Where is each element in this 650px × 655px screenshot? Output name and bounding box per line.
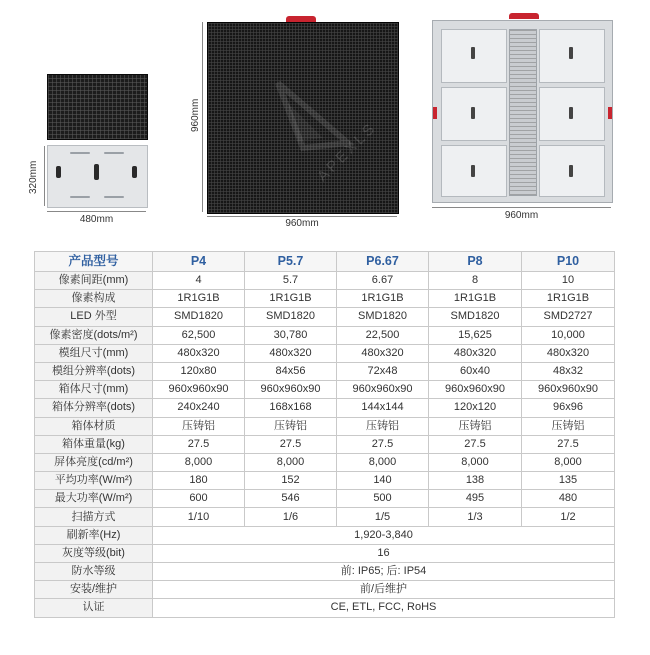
table-cell: 480x320 xyxy=(153,344,245,362)
table-cell: 600 xyxy=(153,490,245,508)
table-cell: SMD2727 xyxy=(522,308,615,326)
table-cell: 120x120 xyxy=(429,399,522,417)
table-row xyxy=(35,362,615,380)
row-label: LED 外型 xyxy=(35,308,153,326)
header-cell: 产品型号 xyxy=(35,252,153,272)
table-cell: 120x80 xyxy=(153,362,245,380)
table-row xyxy=(35,599,615,617)
table-cell: 1R1G1B xyxy=(522,290,615,308)
table-row xyxy=(35,272,615,290)
table-cell: 1R1G1B xyxy=(153,290,245,308)
table-cell: 压铸铝 xyxy=(245,417,337,435)
table-cell: 168x168 xyxy=(245,399,337,417)
merged-cell: 前: IP65; 后: IP54 xyxy=(153,563,615,581)
row-label: 模组尺寸(mm) xyxy=(35,344,153,362)
table-cell: 495 xyxy=(429,490,522,508)
table-cell: 压铸铝 xyxy=(337,417,429,435)
row-label: 箱体材质 xyxy=(35,417,153,435)
row-label: 最大功率(W/m²) xyxy=(35,490,153,508)
table-cell: 8,000 xyxy=(245,453,337,471)
table-header-row xyxy=(35,252,615,272)
table-row xyxy=(35,308,615,326)
table-cell: 1/2 xyxy=(522,508,615,526)
table-cell: 压铸铝 xyxy=(153,417,245,435)
cabinet-front-width-label: 960mm xyxy=(285,218,319,229)
row-label: 灰度等级(bit) xyxy=(35,544,153,562)
table-cell: 960x960x90 xyxy=(153,381,245,399)
table-row xyxy=(35,581,615,599)
table-cell: 27.5 xyxy=(153,435,245,453)
cabinet-back-handle xyxy=(509,13,539,19)
table-cell: 4 xyxy=(153,272,245,290)
table-row xyxy=(35,399,615,417)
table-cell: 8,000 xyxy=(429,453,522,471)
module-front-image xyxy=(47,74,148,140)
table-cell: 60x40 xyxy=(429,362,522,380)
table-cell: 480x320 xyxy=(337,344,429,362)
table-cell: SMD1820 xyxy=(153,308,245,326)
module-back-image xyxy=(47,145,148,208)
table-row xyxy=(35,344,615,362)
table-cell: 5.7 xyxy=(245,272,337,290)
table-cell: 180 xyxy=(153,472,245,490)
table-cell: 8,000 xyxy=(522,453,615,471)
row-label: 像素密度(dots/m²) xyxy=(35,326,153,344)
table-cell: 15,625 xyxy=(429,326,522,344)
table-cell: 500 xyxy=(337,490,429,508)
spec-table xyxy=(34,251,615,618)
row-label: 箱体分辨率(dots) xyxy=(35,399,153,417)
merged-cell: 16 xyxy=(153,544,615,562)
table-cell: 30,780 xyxy=(245,326,337,344)
table-cell: 1/10 xyxy=(153,508,245,526)
table-cell: 960x960x90 xyxy=(522,381,615,399)
table-cell: 10,000 xyxy=(522,326,615,344)
table-cell: 138 xyxy=(429,472,522,490)
table-cell: 6.67 xyxy=(337,272,429,290)
table-row xyxy=(35,508,615,526)
table-cell: 480 xyxy=(522,490,615,508)
table-cell: 27.5 xyxy=(429,435,522,453)
table-cell: SMD1820 xyxy=(429,308,522,326)
table-row xyxy=(35,381,615,399)
table-row xyxy=(35,490,615,508)
table-cell: 10 xyxy=(522,272,615,290)
table-cell: 8,000 xyxy=(337,453,429,471)
header-cell: P5.7 xyxy=(245,252,337,272)
header-cell: P10 xyxy=(522,252,615,272)
table-cell: 27.5 xyxy=(522,435,615,453)
row-label: 箱体尺寸(mm) xyxy=(35,381,153,399)
table-cell: 480x320 xyxy=(245,344,337,362)
header-cell: P4 xyxy=(153,252,245,272)
module-width-label: 480mm xyxy=(79,214,114,225)
header-cell: P6.67 xyxy=(337,252,429,272)
table-cell: 48x32 xyxy=(522,362,615,380)
table-cell: 960x960x90 xyxy=(429,381,522,399)
table-cell: 1/6 xyxy=(245,508,337,526)
table-cell: 152 xyxy=(245,472,337,490)
table-cell: 480x320 xyxy=(429,344,522,362)
table-cell: 140 xyxy=(337,472,429,490)
table-row xyxy=(35,290,615,308)
table-row xyxy=(35,544,615,562)
table-cell: 96x96 xyxy=(522,399,615,417)
table-row xyxy=(35,435,615,453)
watermark-logo xyxy=(208,23,398,213)
table-cell: 144x144 xyxy=(337,399,429,417)
merged-cell: 1,920-3,840 xyxy=(153,526,615,544)
row-label: 认证 xyxy=(35,599,153,617)
table-row xyxy=(35,417,615,435)
table-cell: SMD1820 xyxy=(337,308,429,326)
table-row xyxy=(35,326,615,344)
table-cell: 8 xyxy=(429,272,522,290)
table-cell: 1R1G1B xyxy=(429,290,522,308)
table-cell: 27.5 xyxy=(337,435,429,453)
table-cell: 1R1G1B xyxy=(337,290,429,308)
row-label: 安装/维护 xyxy=(35,581,153,599)
row-label: 刷新率(Hz) xyxy=(35,526,153,544)
header-cell: P8 xyxy=(429,252,522,272)
table-cell: SMD1820 xyxy=(245,308,337,326)
merged-cell: 前/后维护 xyxy=(153,581,615,599)
row-label: 扫描方式 xyxy=(35,508,153,526)
cabinet-back-width-label: 960mm xyxy=(504,210,539,221)
merged-cell: CE, ETL, FCC, RoHS xyxy=(153,599,615,617)
table-cell: 72x48 xyxy=(337,362,429,380)
row-label: 像素构成 xyxy=(35,290,153,308)
table-cell: 84x56 xyxy=(245,362,337,380)
table-row xyxy=(35,563,615,581)
table-cell: 546 xyxy=(245,490,337,508)
cabinet-front-image xyxy=(207,22,399,214)
table-cell: 960x960x90 xyxy=(337,381,429,399)
row-label: 模组分辨率(dots) xyxy=(35,362,153,380)
table-cell: 1/3 xyxy=(429,508,522,526)
table-cell: 135 xyxy=(522,472,615,490)
row-label: 像素间距(mm) xyxy=(35,272,153,290)
watermark-text: APEXLS xyxy=(314,118,381,186)
row-label: 箱体重量(kg) xyxy=(35,435,153,453)
table-row xyxy=(35,526,615,544)
cabinet-front-height-label: 960mm xyxy=(190,98,201,132)
table-cell: 27.5 xyxy=(245,435,337,453)
table-cell: 62,500 xyxy=(153,326,245,344)
cabinet-back-image xyxy=(432,20,613,203)
row-label: 屏体亮度(cd/m²) xyxy=(35,453,153,471)
table-cell: 480x320 xyxy=(522,344,615,362)
table-cell: 1R1G1B xyxy=(245,290,337,308)
table-cell: 压铸铝 xyxy=(429,417,522,435)
table-cell: 1/5 xyxy=(337,508,429,526)
table-row xyxy=(35,453,615,471)
module-height-label: 320mm xyxy=(28,160,39,195)
row-label: 平均功率(W/m²) xyxy=(35,472,153,490)
table-cell: 960x960x90 xyxy=(245,381,337,399)
table-cell: 240x240 xyxy=(153,399,245,417)
table-cell: 22,500 xyxy=(337,326,429,344)
table-row xyxy=(35,472,615,490)
table-cell: 压铸铝 xyxy=(522,417,615,435)
row-label: 防水等级 xyxy=(35,563,153,581)
table-cell: 8,000 xyxy=(153,453,245,471)
